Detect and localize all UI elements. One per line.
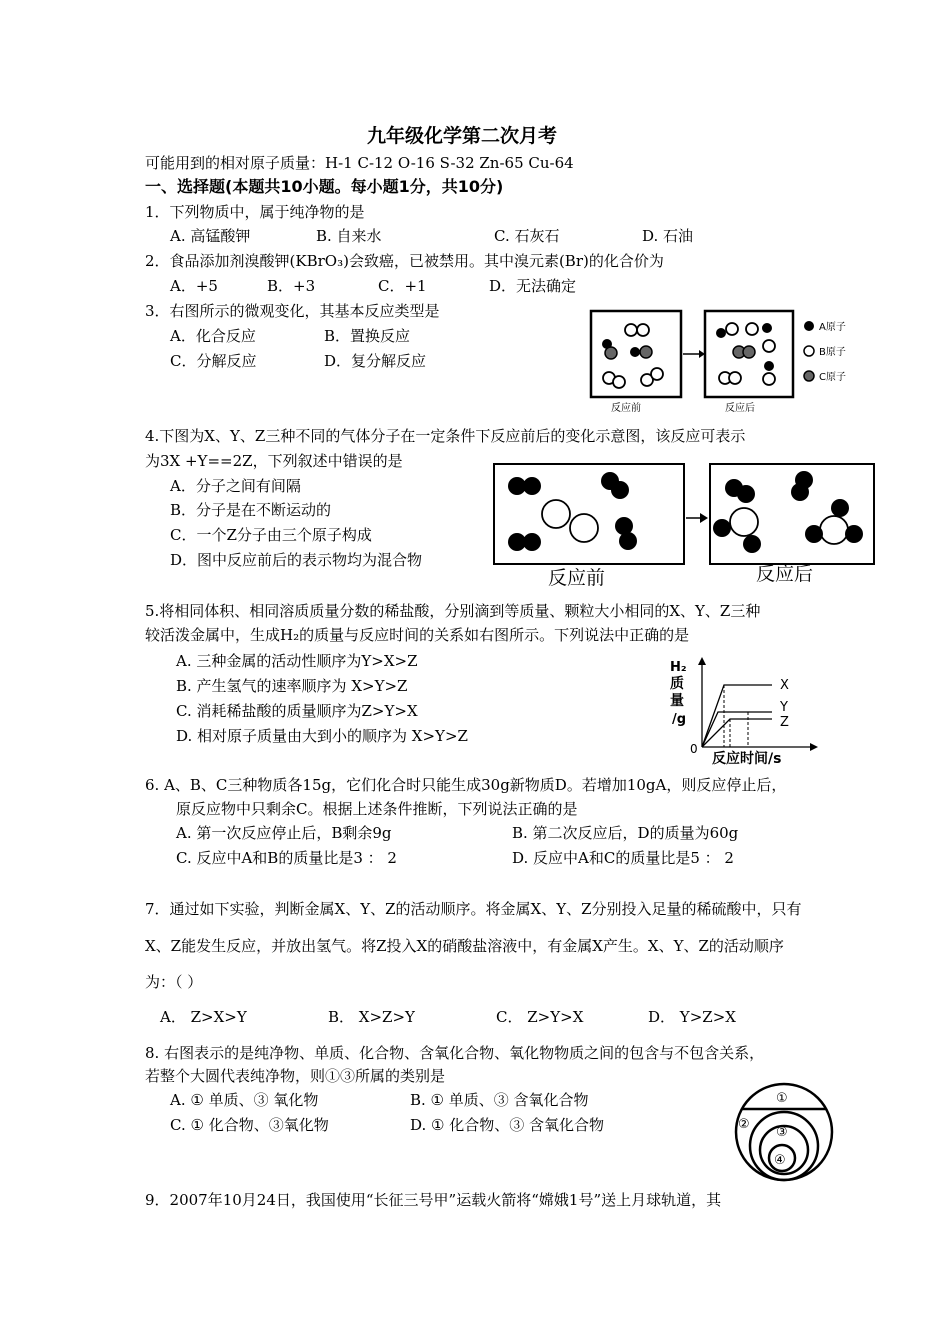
svg-text:A原子: A原子 <box>819 322 846 333</box>
q2-option-a: A．+5 <box>170 277 218 295</box>
q4-option-a: A．分子之间有间隔 <box>170 477 301 495</box>
question-2-stem: 2．食品添加剂溴酸钾(KBrO₃)会致癌，已被禁用。其中溴元素(Br)的化合价为 <box>145 252 664 270</box>
question-7-stem-line2: X、Z能发生反应，并放出氢气。将Z投入X的硝酸盐溶液中，有金属X产生。X、Y、Z的活动顺序 <box>145 937 784 955</box>
q5-hydrogen-time-graph <box>668 655 828 767</box>
question-7-stem-line3: 为：（ ） <box>145 973 203 991</box>
q2-option-b: B．+3 <box>267 277 316 295</box>
q5-option-a: A. 三种金属的活动性顺序为Y>X>Z <box>176 652 418 670</box>
svg-text:③: ③ <box>776 1125 788 1140</box>
q8-option-b: B. ① 单质、③ 含氧化合物 <box>410 1091 589 1109</box>
svg-text:Z: Z <box>780 715 789 730</box>
q3-option-c: C．分解反应 <box>170 352 257 370</box>
q1-option-a: A. 高锰酸钾 <box>170 227 251 245</box>
question-6-stem-line1: 6. A、B、C三种物质各15g，它们化合时只能生成30g新物质D。若增加10gA，则反应停止后， <box>145 776 787 794</box>
q4-option-d: D．图中反应前后的表示物均为混合物 <box>170 551 423 569</box>
q5-option-c: C. 消耗稀盐酸的质量顺序为Z>Y>X <box>176 702 418 720</box>
q4-option-c: C．一个Z分子由三个原子构成 <box>170 526 372 544</box>
question-4-stem-line2: 为3X +Y==2Z，下列叙述中错误的是 <box>145 452 403 470</box>
q2-option-c: C．+1 <box>378 277 427 295</box>
svg-text:反应后: 反应后 <box>725 403 755 414</box>
svg-text:量: 量 <box>670 693 684 709</box>
section-heading: 一、选择题(本题共10小题。每小题1分，共10分) <box>145 177 504 196</box>
question-5-stem-line2: 较活泼金属中，生成H₂的质量与反应时间的关系如右图所示。下列说法中正确的是 <box>145 626 690 644</box>
q3-option-d: D．复分解反应 <box>324 352 427 370</box>
q3-option-b: B．置换反应 <box>324 327 411 345</box>
q2-option-d: D．无法确定 <box>489 277 577 295</box>
svg-text:0: 0 <box>690 742 698 756</box>
svg-text:/g: /g <box>672 712 687 727</box>
svg-text:Y: Y <box>780 700 788 715</box>
q7-option-b: B． X>Z>Y <box>328 1008 415 1026</box>
q8-option-a: A. ① 单质、③ 氧化物 <box>170 1091 319 1109</box>
q6-option-a: A. 第一次反应停止后，B剩余9g <box>176 824 392 842</box>
q6-option-c: C. 反应中A和B的质量比是3 ： 2 <box>176 849 397 867</box>
q4-option-b: B．分子是在不断运动的 <box>170 501 332 519</box>
q6-option-d: D. 反应中A和C的质量比是5 ： 2 <box>512 849 734 867</box>
q1-option-d: D. 石油 <box>642 227 694 245</box>
question-8-stem-line2: 若整个大圆代表纯净物，则①③所属的类别是 <box>145 1067 446 1085</box>
question-8-stem-line1: 8. 右图表示的是纯净物、单质、化合物、含氧化合物、氧化物物质之间的包含与不包含关系， <box>145 1044 765 1062</box>
q1-option-b: B. 自来水 <box>316 227 382 245</box>
svg-text:②: ② <box>738 1117 750 1132</box>
svg-text:反应后: 反应后 <box>756 563 814 585</box>
q4-molecule-figure <box>490 460 890 590</box>
q8-classification-circles <box>730 1080 840 1184</box>
question-4-stem-line1: 4.下图为X、Y、Z三种不同的气体分子在一定条件下反应前后的变化示意图，该反应可表示 <box>145 427 746 445</box>
question-9-stem-line1: 9．2007年10月24日，我国使用“长征三号甲”运载火箭将“嫦娥1号”送上月球轨道，其 <box>145 1191 722 1209</box>
q8-option-d: D. ① 化合物、③ 含氧化合物 <box>410 1116 605 1134</box>
question-3-stem: 3．右图所示的微观变化，其基本反应类型是 <box>145 302 440 320</box>
question-1-stem: 1．下列物质中，属于纯净物的是 <box>145 203 365 221</box>
svg-text:X: X <box>780 678 789 693</box>
svg-text:H₂: H₂ <box>670 660 687 675</box>
q7-option-d: D． Y>Z>X <box>648 1008 736 1026</box>
svg-text:B原子: B原子 <box>819 347 846 358</box>
question-5-stem-line1: 5.将相同体积、相同溶质质量分数的稀盐酸，分别滴到等质量、颗粒大小相同的X、Y、Z三种 <box>145 602 761 620</box>
svg-text:反应前: 反应前 <box>548 567 606 589</box>
q1-option-c: C. 石灰石 <box>494 227 560 245</box>
svg-text:反应前: 反应前 <box>611 403 641 414</box>
question-7-stem-line1: 7．通过如下实验，判断金属X、Y、Z的活动顺序。将金属X、Y、Z分别投入足量的稀硫酸中，只有 <box>145 900 802 918</box>
q7-option-a: A． Z>X>Y <box>160 1008 247 1026</box>
svg-text:④: ④ <box>774 1153 786 1168</box>
svg-text:反应时间/s: 反应时间/s <box>712 751 782 767</box>
svg-text:质: 质 <box>670 676 684 692</box>
q7-option-c: C． Z>Y>X <box>496 1008 584 1026</box>
q6-option-b: B. 第二次反应后，D的质量为60g <box>512 824 739 842</box>
atomic-mass-line: 可能用到的相对原子质量：H-1 C-12 O-16 S-32 Zn-65 Cu-64 <box>145 154 574 172</box>
q3-option-a: A．化合反应 <box>170 327 256 345</box>
svg-text:①: ① <box>776 1091 788 1106</box>
q3-micro-reaction-figure <box>585 306 865 416</box>
question-6-stem-line2: 原反应物中只剩余C。根据上述条件推断，下列说法正确的是 <box>176 800 578 818</box>
q5-option-b: B. 产生氢气的速率顺序为 X>Y>Z <box>176 677 408 695</box>
page-title: 九年级化学第二次月考 <box>367 125 558 147</box>
q8-option-c: C. ① 化合物、③氧化物 <box>170 1116 329 1134</box>
svg-text:C原子: C原子 <box>819 372 846 383</box>
q5-option-d: D. 相对原子质量由大到小的顺序为 X>Y>Z <box>176 727 468 745</box>
